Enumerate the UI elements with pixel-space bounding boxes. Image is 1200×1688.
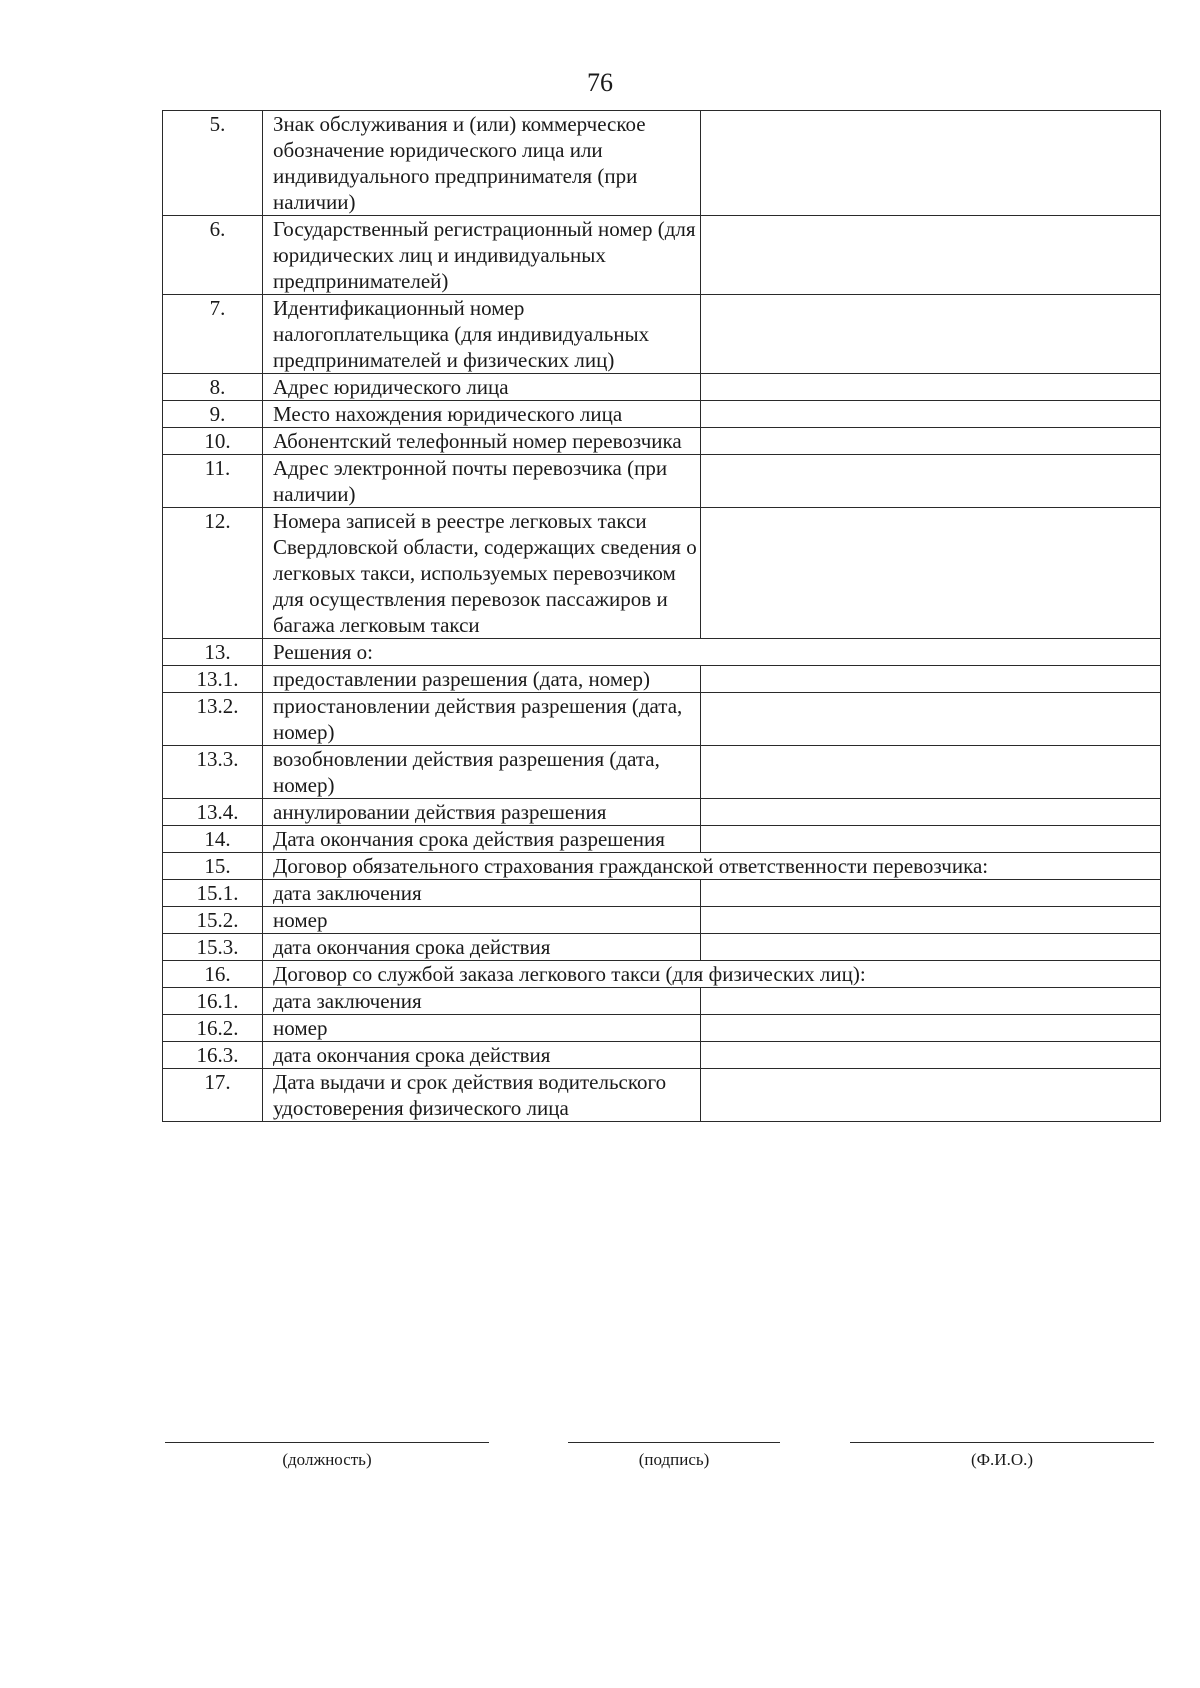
row-label: Номера записей в реестре легковых такси Свердловской области, содержащих сведения о легковых такси, используемых перевозчиком для осуществления перевозок пассажиров и багажа легковым такси [263, 508, 701, 639]
row-value-cell [701, 826, 1161, 853]
row-label: аннулировании действия разрешения [263, 799, 701, 826]
row-label: приостановлении действия разрешения (дата, номер) [263, 693, 701, 746]
table-body [163, 111, 1161, 1122]
row-number: 10. [163, 428, 263, 455]
row-value-cell [701, 988, 1161, 1015]
row-number: 13.3. [163, 746, 263, 799]
row-number: 9. [163, 401, 263, 428]
row-number: 7. [163, 295, 263, 374]
table-row [163, 1069, 1161, 1122]
table-row [163, 401, 1161, 428]
row-number: 13.4. [163, 799, 263, 826]
row-label: дата окончания срока действия [263, 1042, 701, 1069]
row-value-cell [701, 428, 1161, 455]
row-value-cell [701, 907, 1161, 934]
row-number: 16.2. [163, 1015, 263, 1042]
row-number: 8. [163, 374, 263, 401]
row-label: Государственный регистрационный номер (для юридических лиц и индивидуальных предпринимателей) [263, 216, 701, 295]
row-value-cell [701, 455, 1161, 508]
table-row [163, 746, 1161, 799]
table-row [163, 1042, 1161, 1069]
signature-caption: (подпись) [638, 1450, 710, 1469]
table-row [163, 666, 1161, 693]
row-number: 16.1. [163, 988, 263, 1015]
row-number: 5. [163, 111, 263, 216]
table-row [163, 374, 1161, 401]
table-row [163, 961, 1161, 988]
row-label: Идентификационный номер налогоплательщика (для индивидуальных предпринимателей и физических лиц) [263, 295, 701, 374]
row-number: 13.2. [163, 693, 263, 746]
position-caption: (должность) [282, 1450, 372, 1469]
row-number: 15.2. [163, 907, 263, 934]
name-line [850, 1442, 1154, 1443]
row-label: дата заключения [263, 880, 701, 907]
table-row [163, 111, 1161, 216]
table-row [163, 853, 1161, 880]
row-number: 16. [163, 961, 263, 988]
table-row [163, 1015, 1161, 1042]
row-label: Место нахождения юридического лица [263, 401, 701, 428]
row-number: 6. [163, 216, 263, 295]
table-row [163, 455, 1161, 508]
row-value-cell [701, 693, 1161, 746]
row-label: Дата окончания срока действия разрешения [263, 826, 701, 853]
table-row [163, 428, 1161, 455]
row-number: 15. [163, 853, 263, 880]
row-value-cell [701, 1015, 1161, 1042]
row-number: 11. [163, 455, 263, 508]
row-label: Договор со службой заказа легкового такси (для физических лиц): [263, 961, 1161, 988]
row-label: Решения о: [263, 639, 1161, 666]
row-label: номер [263, 907, 701, 934]
row-value-cell [701, 799, 1161, 826]
row-label: дата заключения [263, 988, 701, 1015]
row-number: 17. [163, 1069, 263, 1122]
row-number: 14. [163, 826, 263, 853]
signature-line [568, 1442, 780, 1443]
row-label: Дата выдачи и срок действия водительского удостоверения физического лица [263, 1069, 701, 1122]
row-number: 13.1. [163, 666, 263, 693]
register-entry-table [162, 110, 1161, 1122]
row-label: номер [263, 1015, 701, 1042]
row-value-cell [701, 295, 1161, 374]
row-number: 15.1. [163, 880, 263, 907]
row-label: Договор обязательного страхования гражданской ответственности перевозчика: [263, 853, 1161, 880]
table-row [163, 693, 1161, 746]
row-number: 15.3. [163, 934, 263, 961]
table-row [163, 639, 1161, 666]
row-label: Адрес электронной почты перевозчика (при наличии) [263, 455, 701, 508]
row-value-cell [701, 374, 1161, 401]
name-caption: (Ф.И.О.) [970, 1450, 1034, 1469]
table-row [163, 934, 1161, 961]
row-label: предоставлении разрешения (дата, номер) [263, 666, 701, 693]
row-number: 16.3. [163, 1042, 263, 1069]
row-label: Знак обслуживания и (или) коммерческое обозначение юридического лица или индивидуального предпринимателя (при наличии) [263, 111, 701, 216]
row-value-cell [701, 216, 1161, 295]
row-number: 12. [163, 508, 263, 639]
row-number: 13. [163, 639, 263, 666]
table-row [163, 508, 1161, 639]
table-row [163, 880, 1161, 907]
row-label: дата окончания срока действия [263, 934, 701, 961]
table-row [163, 988, 1161, 1015]
row-value-cell [701, 1069, 1161, 1122]
row-value-cell [701, 746, 1161, 799]
row-value-cell [701, 666, 1161, 693]
table-row [163, 216, 1161, 295]
row-value-cell [701, 934, 1161, 961]
row-value-cell [701, 880, 1161, 907]
table-row [163, 799, 1161, 826]
table-row [163, 907, 1161, 934]
table-row [163, 295, 1161, 374]
position-line [165, 1442, 489, 1443]
row-value-cell [701, 1042, 1161, 1069]
row-label: Адрес юридического лица [263, 374, 701, 401]
row-value-cell [701, 508, 1161, 639]
table-row [163, 826, 1161, 853]
page-number: 76 [587, 68, 613, 97]
row-label: возобновлении действия разрешения (дата, номер) [263, 746, 701, 799]
row-value-cell [701, 401, 1161, 428]
row-value-cell [701, 111, 1161, 216]
row-label: Абонентский телефонный номер перевозчика [263, 428, 701, 455]
